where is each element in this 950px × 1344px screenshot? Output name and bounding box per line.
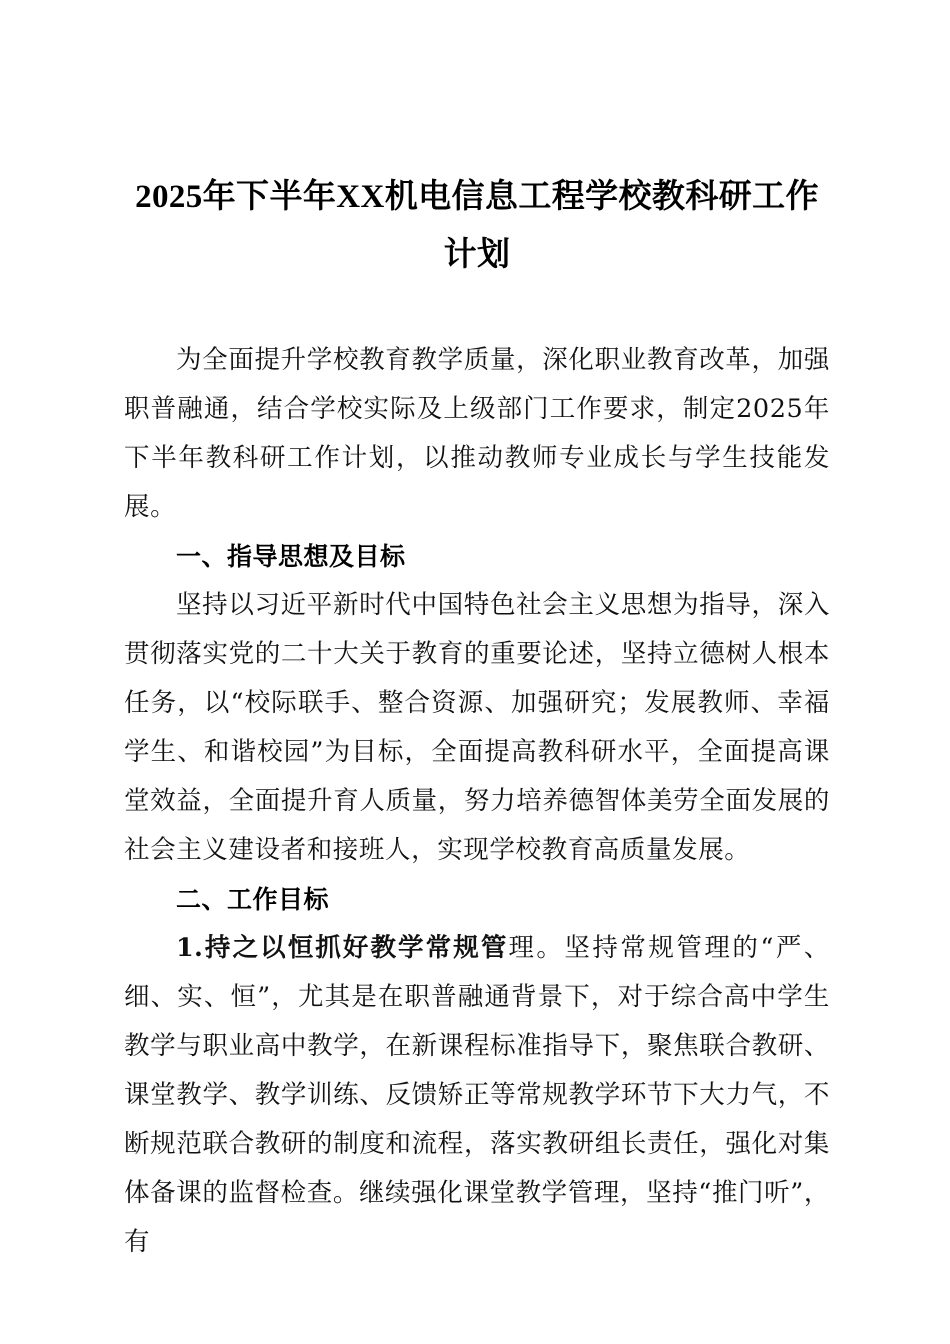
item-one-rest: 理。坚持常规管理的“严、细、实、恒”，尤其是在职普融通背景下，对于综合高中学生教学与职业高中教学，在新课程标准指导下，聚焦联合教研、课堂教学、教学训练、反馈矫正等常规教学环节下大力气，不断规范联合教研的制度和流程，落实教研组长责任，强化对集体备课的监督检查。继续强化课堂教学管理，坚持“推门听”，有 (124, 933, 830, 1257)
item-one-paragraph (124, 924, 830, 1267)
item-one-bold-lead: 1.持之以恒抓好教学常规管 (176, 933, 509, 963)
page-title: 2025年下半年XX机电信息工程学校教科研工作计划 (135, 179, 819, 273)
section-one-paragraph: 坚持以习近平新时代中国特色社会主义思想为指导，深入贯彻落实党的二十大关于教育的重要论述，坚持立德树人根本任务，以“校际联手、整合资源、加强研究；发展教师、幸福学生、和谐校园”为目标，全面提高教科研水平，全面提高课堂效益，全面提升育人质量，努力培养德智体美劳全面发展的社会主义建设者和接班人，实现学校教育高质量发展。 (124, 590, 830, 865)
document-content (124, 168, 830, 1267)
section-heading-two: 二、工作目标 (176, 885, 330, 914)
section-heading-one: 一、指导思想及目标 (176, 542, 406, 571)
intro-paragraph: 为全面提升学校教育教学质量，深化职业教育改革，加强职普融通，结合学校实际及上级部门工作要求，制定2025年下半年教科研工作计划，以推动教师专业成长与学生技能发展。 (124, 345, 830, 522)
